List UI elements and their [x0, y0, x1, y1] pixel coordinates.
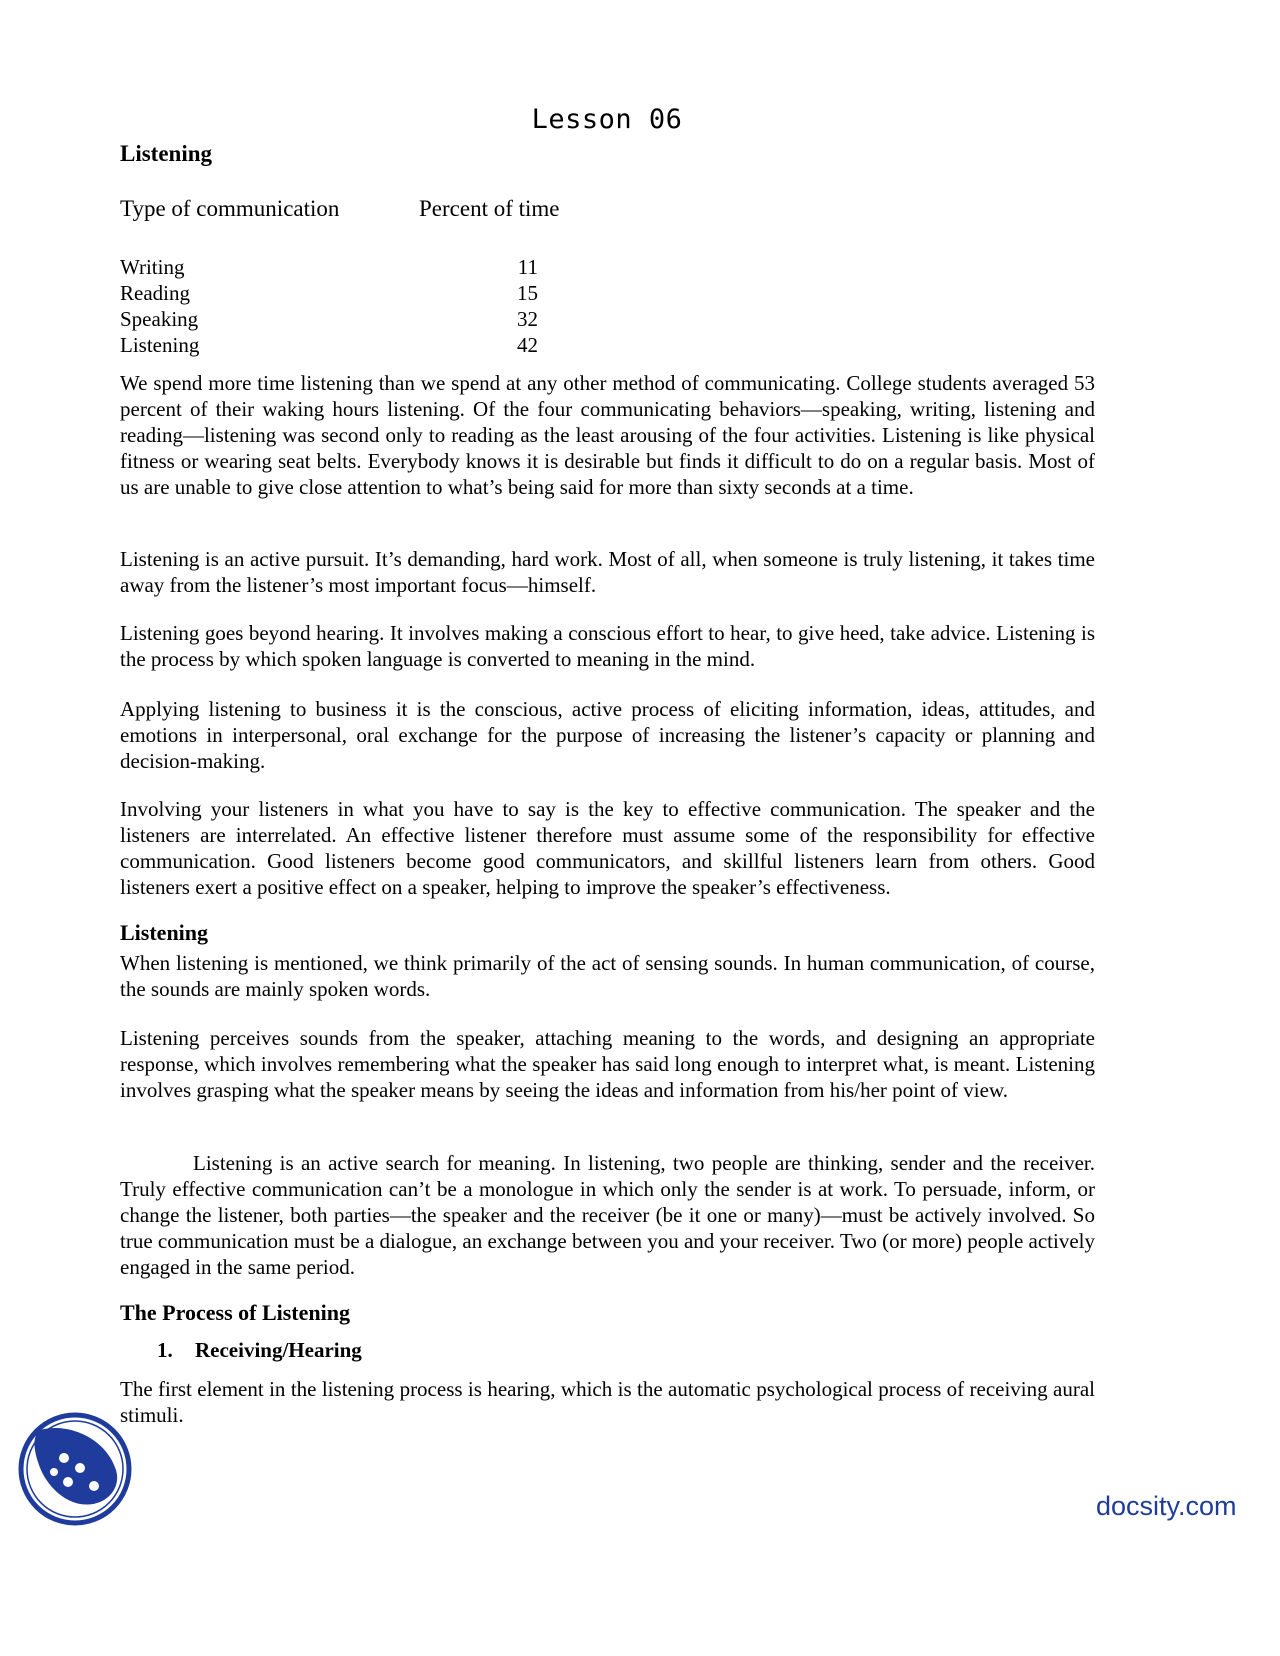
paragraph-4: Applying listening to business it is the conscious, active process of eliciting information, ideas, attitudes, and emotions in interpersonal, oral exchange for the purpose of increasing the listener’s capacity or planning and decision-making.: [120, 697, 1095, 773]
paragraph-5: Involving your listeners in what you have to say is the key to effective communication. The speaker and the listeners are interrelated. An effective listener therefore must assume some of the responsibility for effective communication. Good listeners become good communicators, and skillful listeners learn from others. Good listeners exert a positive effect on a speaker, helping to improve the speaker’s effectiveness.: [120, 797, 1095, 899]
communication-table: [120, 254, 540, 358]
paragraph-7: Listening perceives sounds from the speaker, attaching meaning to the words, and designing an appropriate response, which involves remembering what the speaker has said long enough to interpret what, is meant. Listening involves grasping what the speaker means by seeing the ideas and information from his/her point of view.: [120, 1026, 1095, 1102]
table-row: [120, 280, 540, 306]
row-percent: 32: [517, 307, 538, 331]
section-heading-listening: Listening: [120, 141, 213, 166]
table-row: [120, 306, 540, 332]
col-percent-header: Percent of time: [419, 196, 560, 221]
paragraph-2: Listening is an active pursuit. It’s demanding, hard work. Most of all, when someone is truly listening, it takes time away from the listener’s most important focus—himself.: [120, 547, 1095, 597]
row-type: Reading: [120, 281, 190, 305]
paragraph-1: We spend more time listening than we spend at any other method of communicating. College students averaged 53 percent of their waking hours listening. Of the four communicating behaviors—speaking, writing, listening and reading—listening was second only to reading as the least arousing of the four activities. Listening is like physical fitness or wearing seat belts. Everybody knows it is desirable but finds it difficult to do on a regular basis. Most of us are unable to give close attention to what’s being said for more than sixty seconds at a time.: [120, 371, 1095, 499]
table-row: [120, 254, 540, 280]
paragraph-3: Listening goes beyond hearing. It involves making a conscious effort to hear, to give heed, take advice. Listening is the process by which spoken language is converted to meaning in the mind.: [120, 621, 1095, 671]
subheading-number: 1.: [157, 1338, 173, 1362]
row-type: Listening: [120, 333, 200, 357]
row-percent: 15: [517, 281, 538, 305]
row-type: Writing: [120, 255, 185, 279]
paragraph-8: Listening is an active search for meaning. In listening, two people are thinking, sender and the receiver. Truly effective communication can’t be a monologue in which only the sender is at work. To persuade, inform, or change the listener, both parties—the speaker and the receiver (be it one or many)—must be actively involved. So true communication must be a dialogue, an exchange between you and your receiver. Two (or more) people actively engaged in the same period.: [120, 1151, 1095, 1279]
row-type: Speaking: [120, 307, 199, 331]
docsity-brand-link[interactable]: docsity.com: [1096, 1491, 1237, 1521]
table-row: [120, 332, 540, 358]
paragraph-6: When listening is mentioned, we think primarily of the act of sensing sounds. In human communication, of course, the sounds are mainly spoken words.: [120, 951, 1095, 1001]
col-type-header: Type of communication: [120, 196, 340, 221]
row-percent: 42: [517, 333, 538, 357]
subheading-receiving-hearing: [157, 1338, 362, 1363]
lesson-title: Lesson 06: [531, 104, 683, 135]
section-heading-listening-2: Listening: [120, 920, 209, 945]
row-percent: 11: [517, 255, 538, 279]
subheading-label: Receiving/Hearing: [195, 1338, 362, 1362]
section-heading-process: The Process of Listening: [120, 1300, 350, 1325]
docsity-logo-icon: [18, 1412, 132, 1526]
paragraph-9: The first element in the listening process is hearing, which is the automatic psychological process of receiving aural stimuli.: [120, 1377, 1095, 1427]
